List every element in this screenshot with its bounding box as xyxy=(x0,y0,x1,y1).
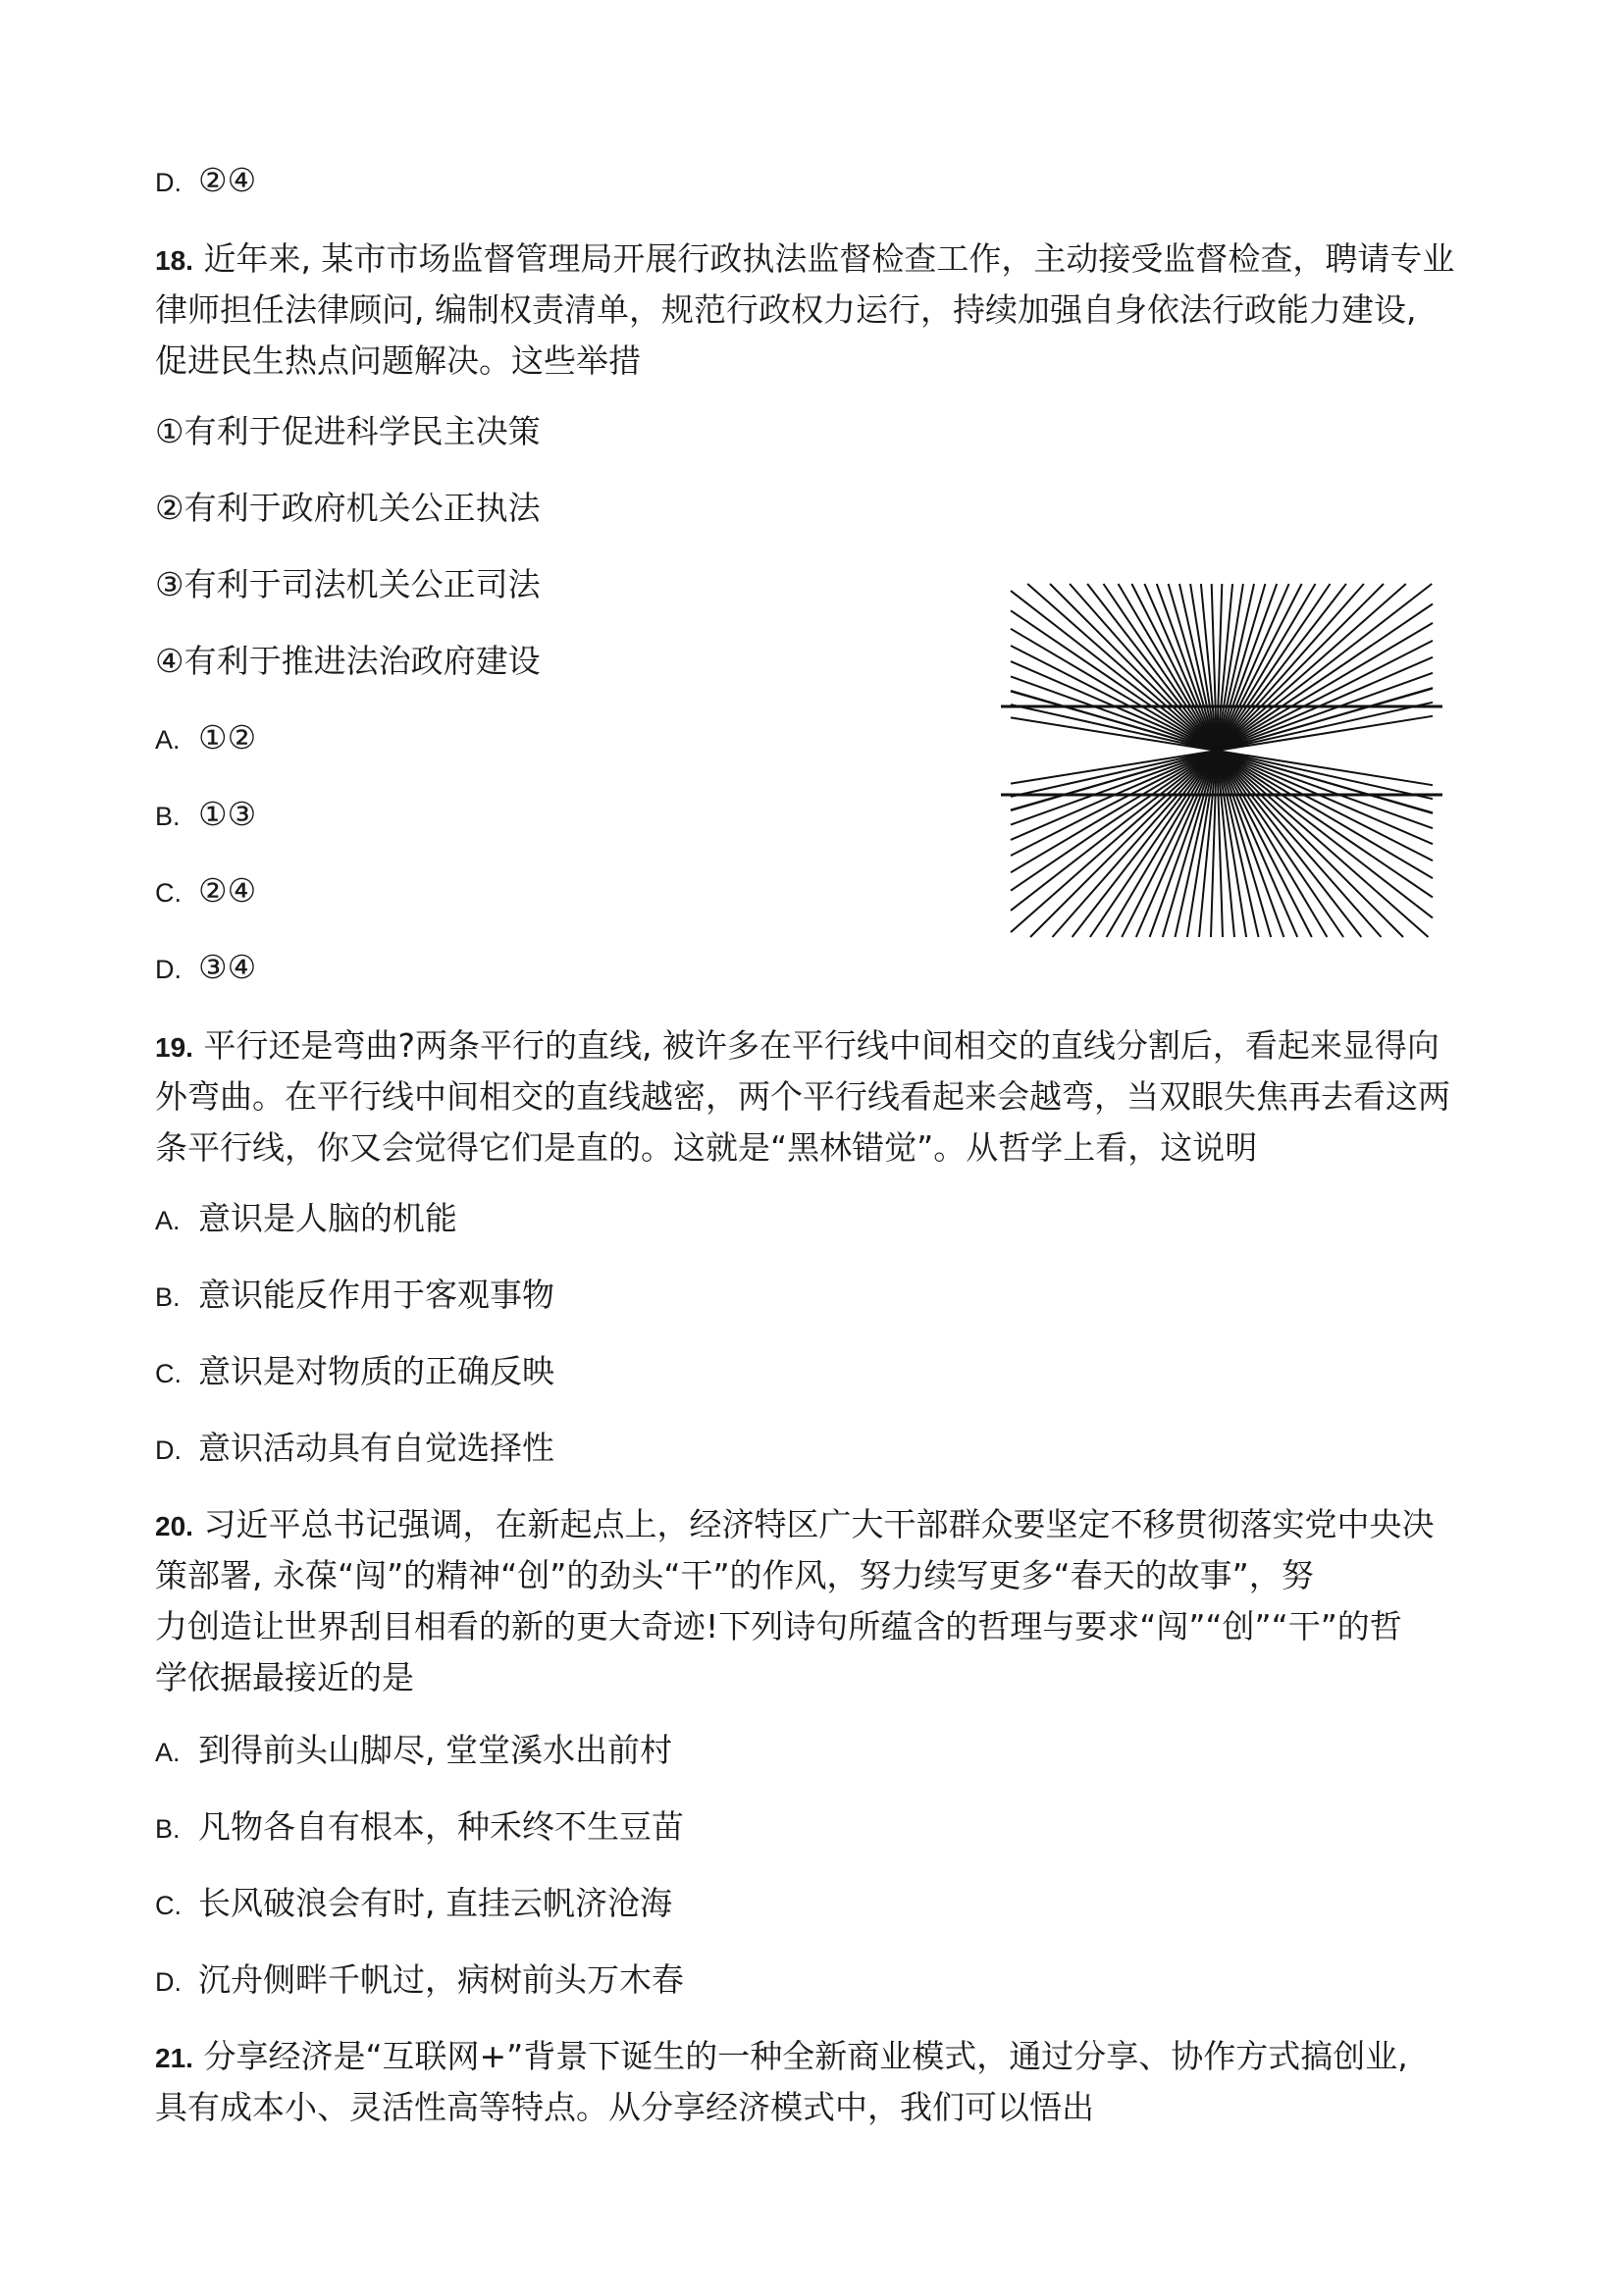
q18-stem-line-2: 律师担任法律顾问, 编制权责清单，规范行政权力运行，持续加强自身依法行政能力建设, xyxy=(155,290,1417,329)
q18-option-a[interactable] xyxy=(155,718,256,759)
option-letter: C. xyxy=(155,878,182,908)
option-letter: D. xyxy=(155,1435,182,1465)
q21-stem-line-2: 具有成本小、灵活性高等特点。从分享经济模式中，我们可以悟出 xyxy=(155,2088,1094,2126)
question-text: 近年来, 某市市场监督管理局开展行政执法监督检查工作，主动接受监督检查，聘请专业 xyxy=(203,239,1455,278)
option-text: ③④ xyxy=(198,948,257,986)
q18-statement-3: ③有利于司法机关公正司法 xyxy=(155,565,541,603)
question-number: 19. xyxy=(155,1032,193,1063)
q19-option-b[interactable] xyxy=(155,1276,554,1317)
option-text: 长风破浪会有时, 直挂云帆济沧海 xyxy=(198,1884,672,1922)
q18-statement-2: ②有利于政府机关公正执法 xyxy=(155,489,541,527)
option-text: 凡物各自有根本，种禾终不生豆苗 xyxy=(198,1807,684,1846)
option-text: 意识活动具有自觉选择性 xyxy=(198,1429,554,1467)
question-number: 20. xyxy=(155,1511,193,1541)
option-text: ②④ xyxy=(198,871,257,910)
option-letter: C. xyxy=(155,1359,182,1388)
q19-option-a[interactable] xyxy=(155,1199,457,1240)
q20-stem-line-2: 策部署, 永葆“闯”的精神“创”的劲头“干”的作风，努力续写更多“春天的故事”，努 xyxy=(155,1556,1314,1594)
q18-statement-4: ④有利于推进法治政府建设 xyxy=(155,642,541,680)
option-letter: B. xyxy=(155,802,181,831)
option-text: ①③ xyxy=(198,795,257,833)
option-text: 沉舟侧畔千帆过，病树前头万木春 xyxy=(198,1960,684,1999)
q20-option-c[interactable] xyxy=(155,1884,672,1925)
q18-stem-line-3: 促进民生热点问题解决。这些举措 xyxy=(155,341,641,380)
q20-option-b[interactable] xyxy=(155,1807,684,1849)
q20-stem-line-1 xyxy=(155,1505,1434,1546)
q20-option-d[interactable] xyxy=(155,1960,684,2002)
option-letter: A. xyxy=(155,725,181,755)
q19-stem-line-2: 外弯曲。在平行线中间相交的直线越密，两个平行线看起来会越弯，当双眼失焦再去看这两 xyxy=(155,1077,1450,1116)
option-text: ②④ xyxy=(198,161,257,199)
q20-option-a[interactable] xyxy=(155,1731,672,1772)
q21-stem-line-1 xyxy=(155,2037,1408,2078)
q20-stem-line-3: 力创造让世界刮目相看的新的更大奇迹!下列诗句所蕴含的哲理与要求“闯”“创”“干”的哲 xyxy=(155,1607,1402,1645)
option-letter: D. xyxy=(155,955,182,984)
q18-option-b[interactable] xyxy=(155,795,256,836)
question-text: 分享经济是“互联网+”背景下诞生的一种全新商业模式，通过分享、协作方式搞创业, xyxy=(203,2037,1408,2075)
q18-statement-1: ①有利于促进科学民主决策 xyxy=(155,412,541,450)
option-letter: C. xyxy=(155,1891,182,1920)
question-number: 18. xyxy=(155,245,193,276)
question-text: 习近平总书记强调，在新起点上，经济特区广大干部群众要坚定不移贯彻落实党中央决 xyxy=(203,1505,1435,1543)
option-text: 意识是人脑的机能 xyxy=(198,1199,457,1237)
option-text: 意识是对物质的正确反映 xyxy=(198,1352,554,1390)
option-letter: A. xyxy=(155,1206,181,1235)
q18-option-d[interactable] xyxy=(155,948,256,989)
option-letter: B. xyxy=(155,1814,181,1844)
question-text: 平行还是弯曲?两条平行的直线, 被许多在平行线中间相交的直线分割后，看起来显得向 xyxy=(203,1026,1440,1065)
option-letter: D. xyxy=(155,168,182,197)
option-letter: A. xyxy=(155,1738,181,1767)
hering-illusion-figure xyxy=(991,574,1452,947)
question-number: 21. xyxy=(155,2043,193,2073)
q20-stem-line-4: 学依据最接近的是 xyxy=(155,1658,414,1696)
q19-stem-line-3: 条平行线，你又会觉得它们是直的。这就是“黑林错觉”。从哲学上看，这说明 xyxy=(155,1128,1258,1167)
q19-stem-line-1 xyxy=(155,1026,1440,1068)
q19-option-d[interactable] xyxy=(155,1429,554,1470)
option-text: 到得前头山脚尽, 堂堂溪水出前村 xyxy=(198,1731,672,1769)
option-letter: D. xyxy=(155,1967,182,1997)
q19-option-c[interactable] xyxy=(155,1352,554,1393)
option-letter: B. xyxy=(155,1282,181,1312)
q18-stem-line-1 xyxy=(155,239,1454,281)
prev-option-d xyxy=(155,161,256,202)
option-text: ①② xyxy=(198,718,257,757)
option-text: 意识能反作用于客观事物 xyxy=(198,1276,554,1314)
q18-option-c[interactable] xyxy=(155,871,256,913)
